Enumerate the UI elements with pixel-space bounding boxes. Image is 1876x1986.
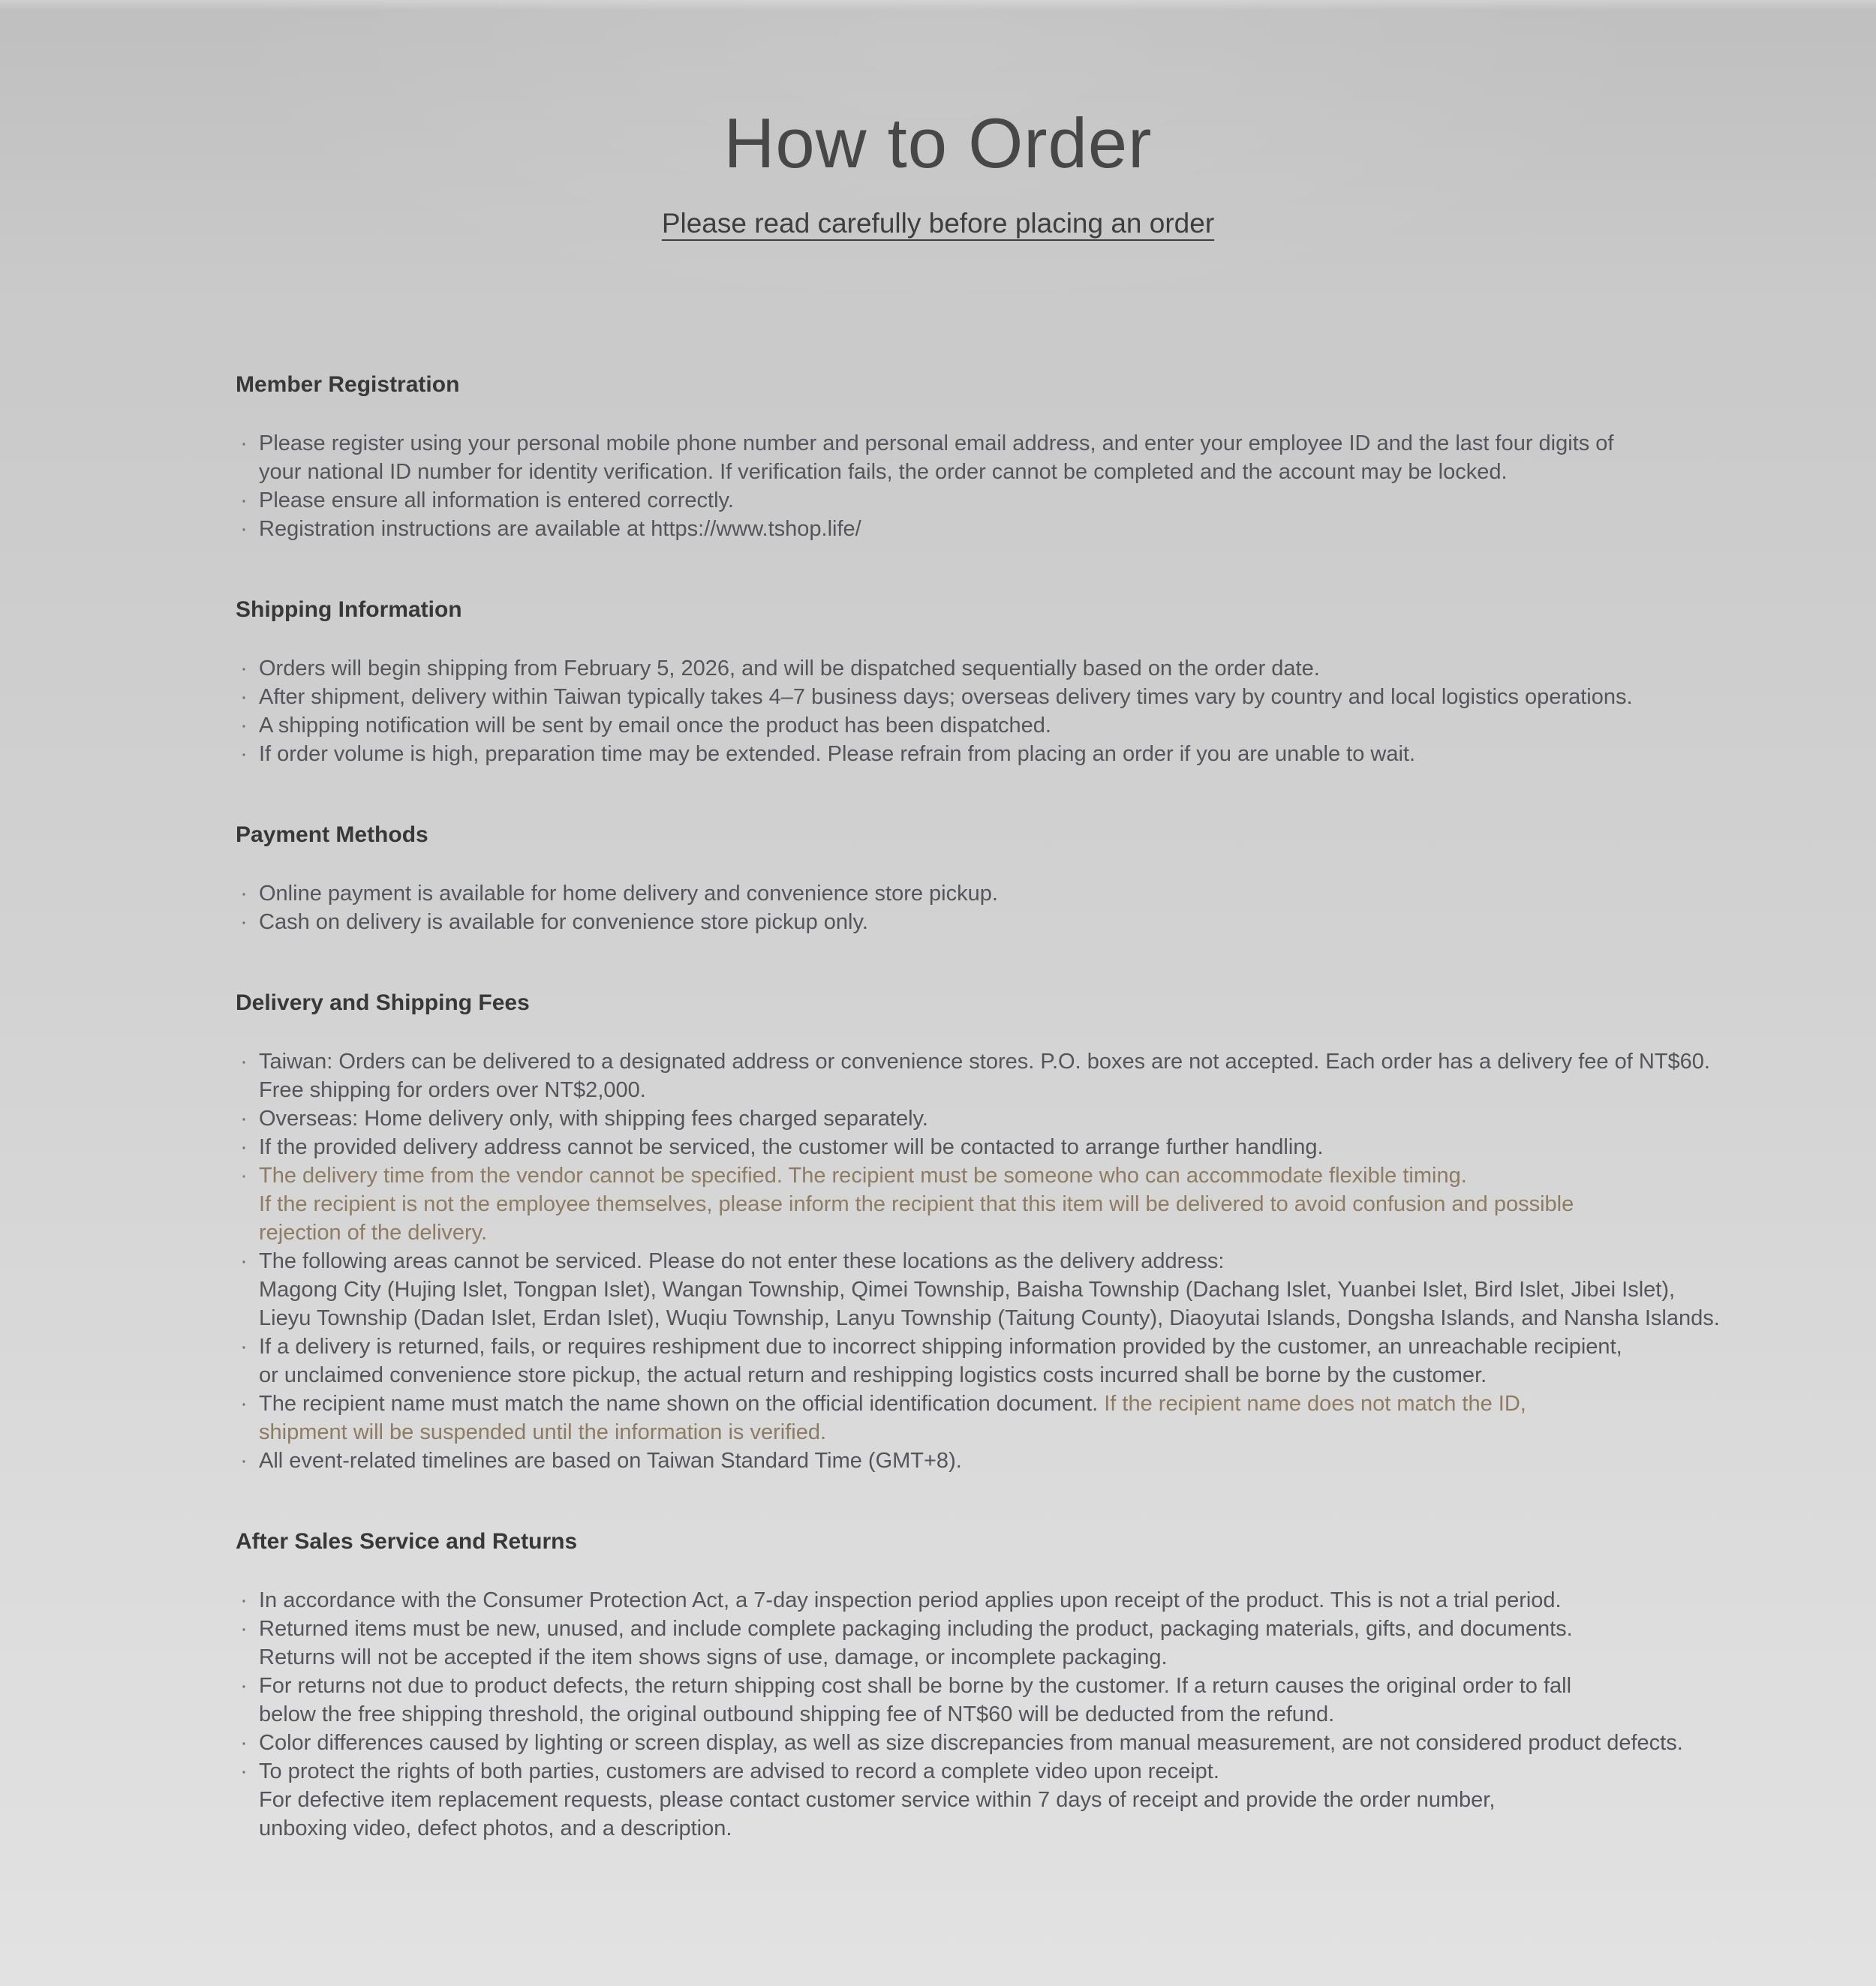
bullet-dot-icon: · — [240, 516, 248, 541]
bullet-dot-icon: · — [240, 1106, 248, 1131]
text-line: The delivery time from the vendor cannot be specified. The recipient must be someone who can accommodate flexible timing. — [259, 1163, 1467, 1188]
text-line: In accordance with the Consumer Protection Act, a 7-day inspection period applies upon receipt of the product. This is not a trial period. — [259, 1588, 1562, 1612]
bullet-dot-icon: · — [240, 1334, 248, 1359]
list-item — [236, 740, 1831, 768]
text-line: Overseas: Home delivery only, with shipping fees charged separately. — [259, 1106, 928, 1131]
text-line: shipment will be suspended until the information is verified. — [259, 1420, 827, 1444]
text-line: For defective item replacement requests, please contact customer service within 7 days of receipt and provide the order number, — [259, 1787, 1496, 1812]
page-title: How to Order — [723, 104, 1153, 182]
list-item — [236, 908, 1831, 936]
bullet-dot-icon: · — [240, 1730, 248, 1755]
list-item — [236, 1672, 1831, 1729]
list-item — [236, 486, 1831, 515]
text-line: A shipping notification will be sent by email once the product has been dispatched. — [259, 713, 1051, 738]
text-line: After shipment, delivery within Taiwan typically takes 4–7 business days; overseas delivery times vary by country and local logistics operations. — [259, 684, 1633, 709]
text-line: If the recipient name does not match the ID, — [1098, 1391, 1526, 1416]
text-line: Magong City (Hujing Islet, Tongpan Islet), Wangan Township, Qimei Township, Baisha Township (Dachang Islet, Yuanbei Islet, Bird Islet, Jibei Islet), — [259, 1277, 1676, 1302]
text-line: your national ID number for identity verification. If verification fails, the order cannot be completed and the account may be locked. — [259, 459, 1508, 484]
bullet-dot-icon: · — [240, 741, 248, 766]
title-block — [0, 0, 1876, 242]
list-item — [236, 1615, 1831, 1672]
text-line: Returned items must be new, unused, and include complete packaging including the product, packaging materials, gifts, and documents. — [259, 1616, 1573, 1641]
list-item-restricted-areas — [236, 1247, 1831, 1333]
text-line: For returns not due to product defects, the return shipping cost shall be borne by the customer. If a return causes the original order to fall — [259, 1673, 1572, 1698]
list-item — [236, 1447, 1831, 1475]
list-item — [236, 879, 1831, 908]
list-item — [236, 1586, 1831, 1615]
text-line: To protect the rights of both parties, customers are advised to record a complete video upon receipt. — [259, 1759, 1219, 1783]
list-item — [236, 429, 1831, 486]
text-line: Free shipping for orders over NT$2,000. — [259, 1077, 646, 1102]
text-line: The recipient name must match the name shown on the official identification document. — [259, 1391, 1099, 1416]
section-delivery-shipping-fees — [236, 989, 1831, 1475]
section-heading: Payment Methods — [236, 822, 428, 847]
list-item — [236, 1757, 1831, 1843]
text-line: Returns will not be accepted if the item shows signs of use, damage, or incomplete packaging. — [259, 1645, 1168, 1669]
bullet-dot-icon: · — [240, 1616, 248, 1641]
bullet-dot-icon: · — [240, 1391, 248, 1416]
text-line: or unclaimed convenience store pickup, the actual return and reshipping logistics costs incurred shall be borne by the customer. — [259, 1363, 1487, 1387]
section-payment-methods — [236, 821, 1831, 936]
text-line: Online payment is available for home delivery and convenience store pickup. — [259, 881, 998, 906]
list-item — [236, 1104, 1831, 1133]
text-line: If a delivery is returned, fails, or requires reshipment due to incorrect shipping information provided by the customer, an unreachable recipient, — [259, 1334, 1622, 1359]
text-line: The following areas cannot be serviced. Please do not enter these locations as the delivery address: — [259, 1248, 1225, 1273]
bullet-dot-icon: · — [240, 1134, 248, 1159]
bullet-dot-icon: · — [240, 656, 248, 681]
text-line: rejection of the delivery. — [259, 1220, 488, 1245]
text-line: Color differences caused by lighting or screen display, as well as size discrepancies from manual measurement, are not considered product defects. — [259, 1730, 1683, 1755]
bullet-dot-icon: · — [240, 1448, 248, 1473]
text-line: Cash on delivery is available for convenience store pickup only. — [259, 909, 868, 934]
section-heading: Delivery and Shipping Fees — [236, 990, 530, 1015]
text-line: Orders will begin shipping from February 5, 2026, and will be dispatched sequentially based on the order date. — [259, 656, 1320, 681]
text-line: Lieyu Township (Dadan Islet, Erdan Islet), Wuqiu Township, Lanyu Township (Taitung County), Diaoyutai Islands, Dongsha Islands, and Nansha Islands. — [259, 1305, 1720, 1330]
list-item — [236, 711, 1831, 740]
list-item-delivery-time-notice — [236, 1161, 1831, 1247]
text-line: If the recipient is not the employee themselves, please inform the recipient that this item will be delivered to avoid confusion and possible — [259, 1191, 1574, 1216]
section-shipping-information — [236, 596, 1831, 768]
text-line: If the provided delivery address cannot be serviced, the customer will be contacted to arrange further handling. — [259, 1134, 1324, 1159]
bullet-dot-icon: · — [240, 1759, 248, 1783]
bullet-dot-icon: · — [240, 1673, 248, 1698]
bullet-dot-icon: · — [240, 431, 248, 455]
bullet-dot-icon: · — [240, 1588, 248, 1612]
bullet-dot-icon: · — [240, 909, 248, 934]
page-subtitle: Please read carefully before placing an order — [661, 207, 1215, 239]
section-heading: Member Registration — [236, 371, 460, 397]
bullet-dot-icon: · — [240, 684, 248, 709]
list-item — [236, 515, 1831, 543]
bullet-dot-icon: · — [240, 713, 248, 738]
list-item — [236, 1133, 1831, 1161]
text-line: All event-related timelines are based on Taiwan Standard Time (GMT+8). — [259, 1448, 962, 1473]
bullet-dot-icon: · — [240, 1248, 248, 1273]
list-item — [236, 1333, 1831, 1390]
bullet-dot-icon: · — [240, 1049, 248, 1074]
content — [0, 371, 1876, 1843]
section-heading: After Sales Service and Returns — [236, 1528, 578, 1554]
registration-url-line: Registration instructions are available at https://www.tshop.life/ — [259, 516, 861, 541]
bullet-dot-icon: · — [240, 488, 248, 512]
list-item — [236, 1729, 1831, 1757]
bullet-dot-icon: · — [240, 1163, 248, 1188]
list-item-recipient-name-notice — [236, 1390, 1831, 1447]
section-after-sales-returns — [236, 1528, 1831, 1843]
text-line: unboxing video, defect photos, and a description. — [259, 1816, 732, 1840]
bullet-dot-icon: · — [240, 881, 248, 906]
section-member-registration — [236, 371, 1831, 543]
text-line: Taiwan: Orders can be delivered to a designated address or convenience stores. P.O. boxes are not accepted. Each order has a delivery fee of NT$60. — [259, 1049, 1710, 1074]
text-line: below the free shipping threshold, the original outbound shipping fee of NT$60 will be deducted from the refund. — [259, 1702, 1335, 1726]
text-line: Please ensure all information is entered correctly. — [259, 488, 734, 512]
list-item — [236, 1047, 1831, 1104]
list-item — [236, 683, 1831, 711]
text-line: If order volume is high, preparation time may be extended. Please refrain from placing an order if you are unable to wait. — [259, 741, 1416, 766]
text-line: Please register using your personal mobile phone number and personal email address, and enter your employee ID and the last four digits of — [259, 431, 1614, 455]
list-item — [236, 654, 1831, 683]
section-heading: Shipping Information — [236, 596, 462, 622]
